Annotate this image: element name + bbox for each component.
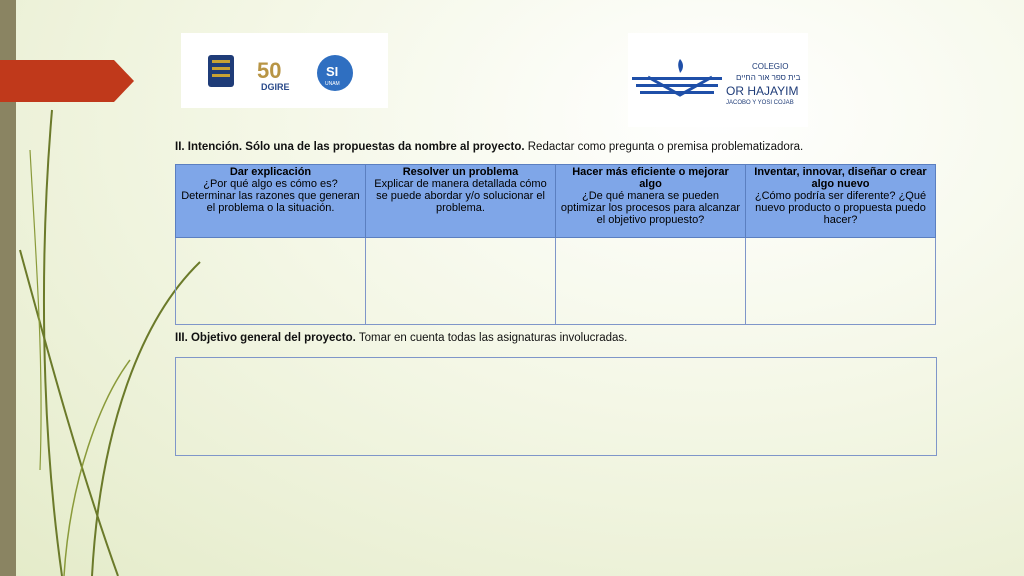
intencion-table [175, 164, 936, 325]
flame-book-icon [632, 59, 722, 95]
section-intencion-heading [175, 141, 803, 153]
answer-cell-resolver-problema[interactable] [366, 238, 556, 325]
svg-text:COLEGIO: COLEGIO [752, 62, 789, 71]
header-cell-hacer-eficiente [556, 165, 746, 238]
section-intencion-rest: Redactar como pregunta o premisa problematizadora. [524, 141, 804, 153]
dgire-50-logo [257, 58, 290, 92]
section-objetivo-bold: III. Objetivo general del proyecto. [175, 332, 356, 344]
header-cell-dar-explicacion [176, 165, 366, 238]
section-objetivo-rest: Tomar en cuenta todas las asignaturas involucradas. [355, 332, 628, 344]
unam-seal-icon [208, 55, 234, 87]
header-title: Inventar, innovar, diseñar o crear algo nuevo [754, 166, 927, 190]
header-cell-inventar-innovar [746, 165, 936, 238]
svg-text:SI: SI [326, 64, 339, 79]
header-body: ¿Por qué algo es cómo es? Determinar las razones que generan el problema o la situación. [181, 178, 360, 214]
header-title: Dar explicación [229, 166, 312, 178]
table-answer-row [176, 238, 936, 325]
section-intencion-bold: II. Intención. Sólo una de las propuestas da nombre al proyecto. [175, 141, 525, 153]
svg-text:OR HAJAYIM: OR HAJAYIM [726, 84, 799, 98]
header-title: Hacer más eficiente o mejorar algo [572, 166, 729, 190]
logo-colegio-or-hajayim [628, 33, 808, 127]
svg-text:JACOBO Y YOSI COJAB: JACOBO Y YOSI COJAB [726, 100, 794, 106]
logo-banner-left [181, 33, 388, 108]
objetivo-answer-box[interactable] [175, 357, 937, 456]
header-title: Resolver un problema [402, 166, 519, 178]
answer-cell-hacer-eficiente[interactable] [556, 238, 746, 325]
answer-cell-dar-explicacion[interactable] [176, 238, 366, 325]
header-cell-resolver-problema [366, 165, 556, 238]
si-unam-logo [317, 55, 353, 91]
header-body: Explicar de manera detallada cómo se puede abordar y/o solucionar el problema. [374, 178, 547, 214]
section-objetivo-heading [175, 332, 627, 344]
svg-text:UNAM: UNAM [325, 81, 340, 87]
svg-text:50: 50 [257, 58, 282, 83]
svg-text:DGIRE: DGIRE [261, 82, 290, 92]
header-body: ¿Cómo podría ser diferente? ¿Qué nuevo producto o propuesta puedo hacer? [754, 190, 927, 226]
svg-text:בית ספר אור החיים: בית ספר אור החיים [736, 73, 801, 82]
answer-cell-inventar-innovar[interactable] [746, 238, 936, 325]
table-header-row [176, 165, 936, 238]
header-body: ¿De qué manera se pueden optimizar los procesos para alcanzar el objetivo propuesto? [560, 190, 741, 226]
